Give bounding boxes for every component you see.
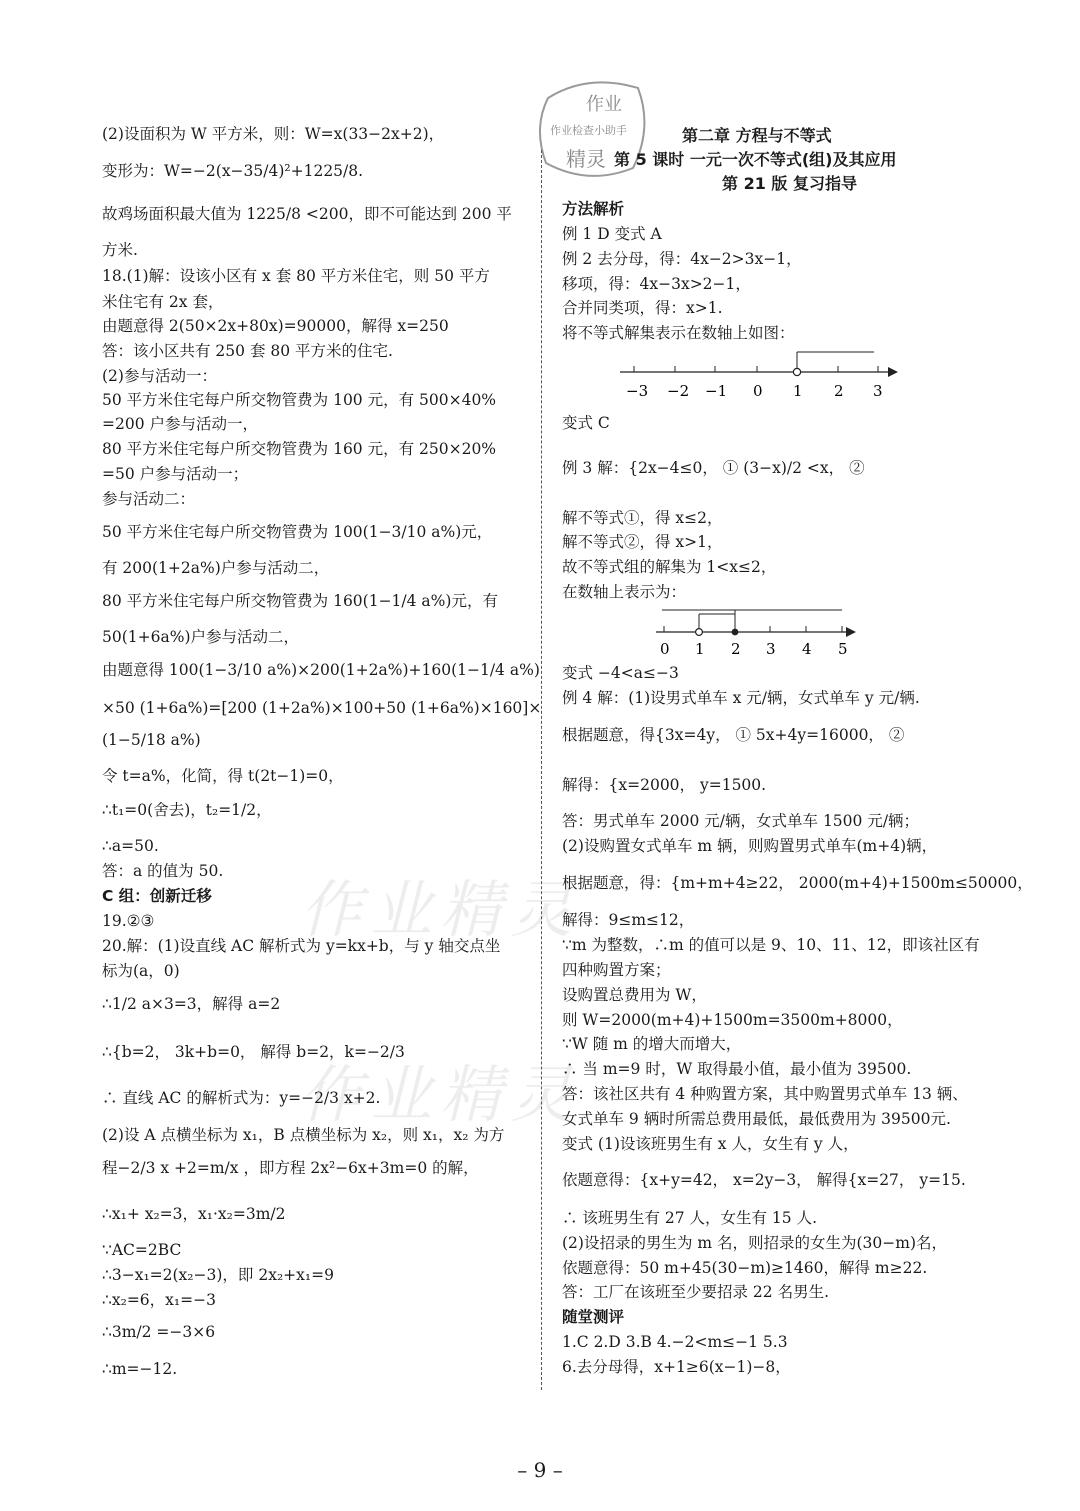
open-point — [793, 368, 800, 375]
text-line: 20.解：(1)设直线 AC 解析式为 y=kx+b，与 y 轴交点坐 — [102, 937, 501, 955]
text-line: 依题意得：50 m+45(30−m)≥1460，解得 m≥22. — [562, 1259, 928, 1277]
text-line: 将不等式解集表示在数轴上如图： — [562, 324, 795, 342]
tick-label: 1 — [793, 382, 803, 400]
tick-label: 0 — [753, 382, 763, 400]
text-line: 变形为：W=−2(x−35/4)²+1225/8. — [102, 162, 364, 180]
text-line: (2)设招录的男生为 m 名，则招录的女生为(30−m)名， — [562, 1234, 948, 1252]
tick-label: −3 — [626, 382, 649, 400]
text-line: 解得：9≤m≤12， — [562, 911, 695, 929]
text-line: ∴m=−12. — [102, 1360, 178, 1378]
stamp-middle: 作业检查小助手 — [550, 124, 627, 137]
tick-label: −1 — [705, 382, 728, 400]
text-line: ∴t₁=0(舍去)，t₂=1/2， — [102, 801, 272, 819]
text-line: 例 3 解：{2x−4≤0， ① (3−x)/2 <x， ② — [562, 459, 865, 477]
text-line: 80 平方米住宅每户所交物管费为 160(1−1/4 a%)元，有 — [102, 592, 498, 610]
stamp-bottom: 精灵 — [566, 147, 606, 171]
chapter-title: 第二章 方程与不等式 — [682, 126, 832, 145]
text-line: 例 2 去分母，得：4x−2>3x−1， — [562, 250, 802, 268]
open-point — [696, 629, 703, 636]
text-line: ∴ 直线 AC 的解析式为：y=−2/3 x+2. — [102, 1089, 381, 1107]
watermark-text: 作业精灵 — [300, 873, 581, 946]
tick-label: 1 — [695, 640, 705, 658]
lesson-title: 第 5 课时 一元一次不等式(组)及其应用 — [614, 150, 897, 169]
text-line: 1.C 2.D 3.B 4.−2<m≤−1 5.3 — [562, 1333, 788, 1351]
text-line: 根据题意，得：{m+m+4≥22， 2000(m+4)+1500m≤50000， — [562, 874, 1033, 892]
text-line: ×50 (1+6a%)=[200 (1+2a%)×100+50 (1+6a%)×160]× — [102, 699, 542, 717]
text-line: =50 户参与活动一； — [102, 465, 249, 483]
text-line: ∴ 当 m=9 时，W 取得最小值，最小值为 39500. — [562, 1060, 912, 1078]
text-line: 变式 −4<a≤−3 — [562, 664, 679, 682]
text-line: 例 1 D 变式 A — [562, 225, 662, 243]
tick-label: 3 — [766, 640, 776, 658]
text-line: ∴x₁+ x₂=3，x₁·x₂=3m/2 — [102, 1205, 286, 1223]
text-line: 女式单车 9 辆时所需总费用最低，最低费用为 39500元. — [562, 1110, 951, 1128]
text-line: 变式 C — [562, 414, 610, 432]
text-line: 故不等式组的解集为 1<x≤2， — [562, 558, 777, 576]
text-line: 标为(a，0) — [102, 962, 180, 980]
text-line: 例 4 解：(1)设男式单车 x 元/辆，女式单车 y 元/辆. — [562, 689, 920, 707]
text-line: 四种购置方案； — [562, 961, 671, 979]
column-divider — [541, 150, 542, 1390]
text-line: 根据题意，得{3x=4y， ① 5x+4y=16000， ② — [562, 726, 905, 744]
text-line: 50 平方米住宅每户所交物管费为 100(1−3/10 a%)元， — [102, 523, 493, 541]
text-line: ∴1/2 a×3=3，解得 a=2 — [102, 995, 281, 1013]
text-line: 答：该社区共有 4 种购置方案，其中购置男式单车 13 辆、 — [562, 1085, 968, 1103]
text-line: =200 户参与活动一， — [102, 415, 258, 433]
text-line: (2)参与活动一： — [102, 367, 217, 385]
number-line-2 — [652, 604, 872, 662]
text-line: 变式 (1)设该班男生有 x 人，女生有 y 人， — [562, 1135, 859, 1153]
section-heading: 随堂测评 — [562, 1308, 625, 1326]
text-line: ∵AC=2BC — [102, 1241, 182, 1259]
tick-label: 2 — [731, 640, 741, 658]
text-line: 答：该小区共有 250 套 80 平方米的住宅. — [102, 342, 393, 360]
tick-label: 3 — [873, 382, 883, 400]
number-line-1 — [612, 346, 912, 404]
text-line: 50 平方米住宅每户所交物管费为 100 元，有 500×40% — [102, 391, 497, 409]
text-line: 解得：{x=2000， y=1500. — [562, 776, 767, 794]
text-line: 答：男式单车 2000 元/辆，女式单车 1500 元/辆； — [562, 812, 920, 830]
text-line: 则 W=2000(m+4)+1500m=3500m+8000， — [562, 1011, 903, 1029]
text-line: 19.②③ — [102, 912, 155, 930]
section-heading: C 组：创新迁移 — [102, 887, 212, 905]
text-line: (1−5/18 a%) — [102, 731, 201, 749]
text-line: 有 200(1+2a%)户参与活动二， — [102, 559, 330, 577]
text-line: ∴3−x₁=2(x₂−3)，即 2x₂+x₁=9 — [102, 1266, 334, 1284]
text-line: ∴ 该班男生有 27 人，女生有 15 人. — [562, 1209, 818, 1227]
text-line: (2)设面积为 W 平方米，则：W=x(33−2x+2)， — [102, 125, 445, 143]
watermark-text: 作业精灵 — [300, 1058, 581, 1131]
tick-label: 0 — [660, 640, 670, 658]
text-line: 解不等式②，得 x>1， — [562, 533, 723, 551]
text-line: 80 平方米住宅每户所交物管费为 160 元，有 250×20% — [102, 440, 497, 458]
text-line: 参与活动二： — [102, 490, 196, 508]
text-line: ∵m 为整数，∴m 的值可以是 9、10、11、12，即该社区有 — [562, 936, 980, 954]
edition-title: 第 21 版 复习指导 — [722, 174, 857, 193]
text-line: 故鸡场面积最大值为 1225/8 <200，即不可能达到 200 平 — [102, 205, 512, 223]
text-line: ∴3m/2 =−3×6 — [102, 1323, 216, 1341]
text-line: (2)设 A 点横坐标为 x₁，B 点横坐标为 x₂，则 x₁，x₂ 为方 — [102, 1126, 505, 1144]
closed-point — [732, 629, 739, 636]
text-line: 解不等式①，得 x≤2， — [562, 509, 723, 527]
text-line: 答：a 的值为 50. — [102, 862, 224, 880]
text-line: 程−2/3 x +2=m/x ，即方程 2x²−6x+3m=0 的解， — [102, 1159, 479, 1177]
text-line: ∴{b=2， 3k+b=0， 解得 b=2，k=−2/3 — [102, 1043, 405, 1061]
text-line: 令 t=a%，化简，得 t(2t−1)=0， — [102, 767, 344, 785]
tick-label: 5 — [838, 640, 848, 658]
text-line: 6.去分母得，x+1≥6(x−1)−8， — [562, 1358, 791, 1376]
text-line: 答：工厂在该班至少要招录 22 名男生. — [562, 1283, 830, 1301]
page-number: – 9 – — [517, 1458, 563, 1482]
tick-label: −2 — [667, 382, 690, 400]
text-line: ∴x₂=6，x₁=−3 — [102, 1291, 216, 1309]
text-line: 方米. — [102, 241, 138, 259]
text-line: 移项，得：4x−3x>2−1， — [562, 275, 751, 293]
text-line: 米住宅有 2x 套， — [102, 293, 224, 311]
text-line: 50(1+6a%)户参与活动二， — [102, 628, 299, 646]
text-line: 依题意得：{x+y=42， x=2y−3， 解得{x=27， y=15. — [562, 1171, 966, 1189]
section-heading: 方法解析 — [562, 200, 625, 218]
text-line: (2)设购置女式单车 m 辆，则购置男式单车(m+4)辆， — [562, 837, 938, 855]
text-line: 由题意得 100(1−3/10 a%)×200(1+2a%)+160(1−1/4 a%) — [102, 661, 540, 679]
tick-label: 4 — [802, 640, 812, 658]
text-line: 在数轴上表示为： — [562, 583, 687, 601]
text-line: 18.(1)解：设该小区有 x 套 80 平方米住宅，则 50 平方 — [102, 267, 490, 285]
text-line: ∵W 随 m 的增大而增大， — [562, 1035, 742, 1053]
text-line: 合并同类项，得：x>1. — [562, 299, 723, 317]
stamp-top: 作业 — [586, 94, 622, 115]
text-line: 由题意得 2(50×2x+80x)=90000，解得 x=250 — [102, 317, 449, 335]
text-line: ∴a=50. — [102, 837, 159, 855]
text-line: 设购置总费用为 W， — [562, 986, 707, 1004]
tick-label: 2 — [834, 382, 844, 400]
